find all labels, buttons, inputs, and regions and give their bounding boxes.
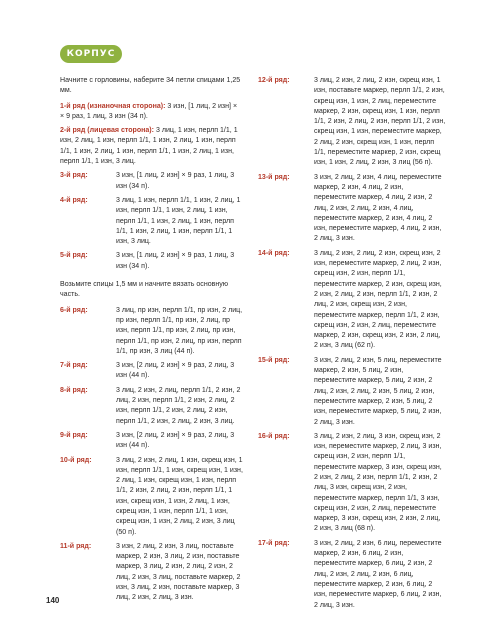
row-6 xyxy=(60,306,243,357)
row-13-text: 3 изн, 2 лиц, 2 изн, 4 лиц, переместите маркер, 2 изн, 4 лиц, 2 изн, переместите маркер, 4 лиц, 2 изн, 2 лиц, 2 изн, 2 лиц, 2 изн, 4 лиц, переместите маркер, 2 изн, 4 лиц, 2 изн, переместите маркер, 4 лиц, 2 изн, 2 лиц, 3 изн. xyxy=(314,173,442,243)
row-13 xyxy=(258,173,446,245)
row-11-label: 11-й ряд: xyxy=(60,542,92,550)
section-badge: КОРПУС xyxy=(60,45,122,63)
row-2 xyxy=(60,126,243,167)
row-14 xyxy=(258,249,446,352)
row-7-label: 7-й ряд: xyxy=(60,362,88,370)
right-column xyxy=(258,76,446,615)
row-4-label: 4-й ряд: xyxy=(60,196,88,204)
row-4 xyxy=(60,196,243,247)
left-column xyxy=(60,76,243,608)
row-12-text: 3 лиц, 2 изн, 2 лиц, 2 изн, скрещ изн, 1 изн, поставьте маркер, перлп 1/1, 2 изн, скрещ изн, 1 изн, 2 лиц, переместите маркер, 2 изн, скрещ изн, 1 изн, перлп 1/1, 2 изн, 2 лиц, 2 изн, перлп 1/1, 2 изн, скрещ изн, 1 изн, переместите маркер, 2 лиц, 2 изн, скрещ изн, 1 изн, перлп 1/1, переместите маркер, 2 изн, скрещ изн, 1 изн, 2 лиц, 2 изн, 3 лиц (56 п). xyxy=(314,77,446,167)
page-number: 140 xyxy=(46,596,60,605)
row-16 xyxy=(258,432,446,535)
row-11 xyxy=(60,542,243,604)
row-17 xyxy=(258,539,446,611)
row-3-label: 3-й ряд: xyxy=(60,172,88,180)
row-16-label: 16-й ряд: xyxy=(258,432,290,440)
row-6-label: 6-й ряд: xyxy=(60,306,88,314)
row-6-text: 3 лиц, пр изн, перлп 1/1, пр изн, 2 лиц, пр изн, перлп 1/1, пр изн, 2 лиц, пр изн, перлп 1/1, пр изн, 2 лиц, пр изн, перлп 1/1, пр изн, 2 лиц, пр изн, перлп 1/1, пр изн, 3 лиц (44 п). xyxy=(116,306,243,355)
row-8-text: 3 лиц, 2 изн, 2 лиц, перлп 1/1, 2 изн, 2 лиц, 2 изн, перлп 1/1, 2 изн, 2 лиц, 2 изн, перлп 1/1, 2 изн, 2 лиц, 2 изн, перлп 1/1, 2 изн, 2 лиц, 2 изн, 3 лиц. xyxy=(116,386,241,425)
row-7-text: 3 изн, [2 лиц, 2 изн] × 9 раз, 2 лиц, 3 изн (44 п). xyxy=(116,362,235,380)
row-14-text: 3 лиц, 2 изн, 2 лиц, 2 изн, скрещ изн, 2 изн, переместите маркер, 2 лиц, 2 изн, скрещ изн, 2 изн, перлп 1/1, переместите маркер, 2 изн, скрещ изн, 2 изн, 2 лиц, 2 изн, перлп 1/1, 2 изн, 2 лиц, 2 изн, скрещ изн, 2 изн, переместите маркер, перлп 1/1, 2 изн, скрещ изн, 2 изн, 2 лиц, переместите маркер, 2 изн, скрещ изн, 2 изн, 2 лиц, 2 изн, 3 лиц (62 п). xyxy=(314,249,442,350)
row-11-text: 3 изн, 2 лиц, 2 изн, 3 лиц, поставьте маркер, 2 изн, 3 лиц, 2 изн, поставьте маркер, 3 лиц, 2 изн, 2 лиц, 2 изн, 2 лиц, 2 изн, 3 лиц, поставьте маркер, 2 изн, 3 лиц, 2 изн, поставьте маркер, 3 лиц, 2 изн, 2 лиц, 3 изн. xyxy=(116,542,241,602)
row-5-text: 3 изн, [1 лиц, 2 изн] × 9 раз, 1 лиц, 3 изн (34 п). xyxy=(116,252,235,270)
row-9-label: 9-й ряд: xyxy=(60,431,88,439)
row-15 xyxy=(258,356,446,428)
row-7 xyxy=(60,361,243,382)
row-10 xyxy=(60,456,243,538)
row-8-label: 8-й ряд: xyxy=(60,386,88,394)
row-9-text: 3 изн, [2 лиц, 2 изн] × 9 раз, 2 лиц, 3 изн (44 п). xyxy=(116,431,235,450)
row-12 xyxy=(258,76,446,169)
row-1-text: 3 изн, [1 лиц, 2 изн] × × 9 раз, 1 лиц, 3 изн (34 п). xyxy=(60,102,238,120)
row-15-text: 3 изн, 2 лиц, 2 изн, 5 лиц, переместите маркер, 2 изн, 5 лиц, 2 изн, переместите маркер, 5 лиц, 2 изн, 2 лиц, 2 изн, 2 лиц, 2 изн, 5 лиц, 2 изн, переместите маркер, 2 изн, 5 лиц, 2 изн, переместите маркер, 5 лиц, 2 изн, 2 лиц, 3 изн. xyxy=(314,356,442,426)
row-17-text: 3 изн, 2 лиц, 2 изн, 6 лиц, переместите маркер, 2 изн, 6 лиц, 2 изн, переместите маркер, 6 лиц, 2 изн, 2 лиц, 2 изн, 2 лиц, 2 изн, 6 лиц, переместите маркер, 2 изн, 6 лиц, 2 изн, переместите маркер, 6 лиц, 2 изн, 2 лиц, 3 изн. xyxy=(314,539,442,609)
row-4-text: 3 лиц, 1 изн, перлп 1/1, 1 изн, 2 лиц, 1 изн, перлп 1/1, 1 изн, 2 лиц, 1 изн, перлп 1/1, 1 изн, 2 лиц, 1 изн, перлп 1/1, 1 изн, 2 лиц, 1 изн, перлп 1/1, 1 изн, 3 лиц. xyxy=(116,196,241,246)
row-10-text: 3 лиц, 2 изн, 2 лиц, 1 изн, скрещ изн, 1 изн, перлп 1/1, 1 изн, скрещ изн, 1 изн, 2 лиц, 1 изн, скрещ изн, 1 изн, перлп 1/1, 2 изн, 2 лиц, 2 изн, перлп 1/1, 1 изн, скрещ изн, 1 изн, 2 лиц, 1 изн, скрещ изн, 1 изн, перлп 1/1, 1 изн, скрещ изн, 1 изн, 2 лиц, 2 изн, 3 лиц (50 п). xyxy=(116,456,243,536)
row-9 xyxy=(60,431,243,452)
needle-change-paragraph: Возьмите спицы 1,5 мм и начните вязать основную часть. xyxy=(60,281,229,299)
row-3-text: 3 изн, [1 лиц, 2 изн] × 9 раз, 1 лиц, 3 изн (34 п). xyxy=(116,172,235,190)
intro-paragraph: Начните с горловины, наберите 34 петли спицами 1,25 мм. xyxy=(60,77,241,95)
row-10-label: 10-й ряд: xyxy=(60,456,92,464)
row-13-label: 13-й ряд: xyxy=(258,173,290,181)
row-5-label: 5-й ряд: xyxy=(60,252,88,260)
row-3 xyxy=(60,171,243,192)
row-5 xyxy=(60,251,243,272)
row-17-label: 17-й ряд: xyxy=(258,539,290,547)
row-2-text: 3 лиц, 1 изн, перлп 1/1, 1 изн, 2 лиц, 1 изн, перлп 1/1, 1 изн, 2 лиц, 1 изн, перлп 1/1, 1 изн, 2 лиц, 1 изн, перлп 1/1, 1 изн, 2 лиц, 1 изн, перлп 1/1, 1 изн, 3 лиц. xyxy=(60,127,238,166)
row-8 xyxy=(60,386,243,427)
row-12-label: 12-й ряд: xyxy=(258,77,290,84)
row-16-text: 3 лиц, 2 изн, 2 лиц, 3 изн, скрещ изн, 2 изн, переместите маркер, 2 лиц, 3 изн, скрещ изн, 2 изн, перлп 1/1, переместите маркер, 3 изн, скрещ изн, 2 изн, 2 лиц, 2 изн, перлп 1/1, 2 изн, 2 лиц, 3 изн, скрещ изн, 2 изн, переместите маркер, перлп 1/1, 3 изн, скрещ изн, 2 изн, 2 лиц, переместите маркер, 3 изн, скрещ изн, 2 изн, 2 лиц, 2 изн, 3 лиц (68 п). xyxy=(314,432,442,533)
row-1-label: 1-й ряд (изнаночная сторона): xyxy=(60,102,166,110)
row-15-label: 15-й ряд: xyxy=(258,356,290,364)
row-2-label: 2-й ряд (лицевая сторона): xyxy=(60,127,155,135)
row-1 xyxy=(60,102,243,123)
row-14-label: 14-й ряд: xyxy=(258,249,290,257)
